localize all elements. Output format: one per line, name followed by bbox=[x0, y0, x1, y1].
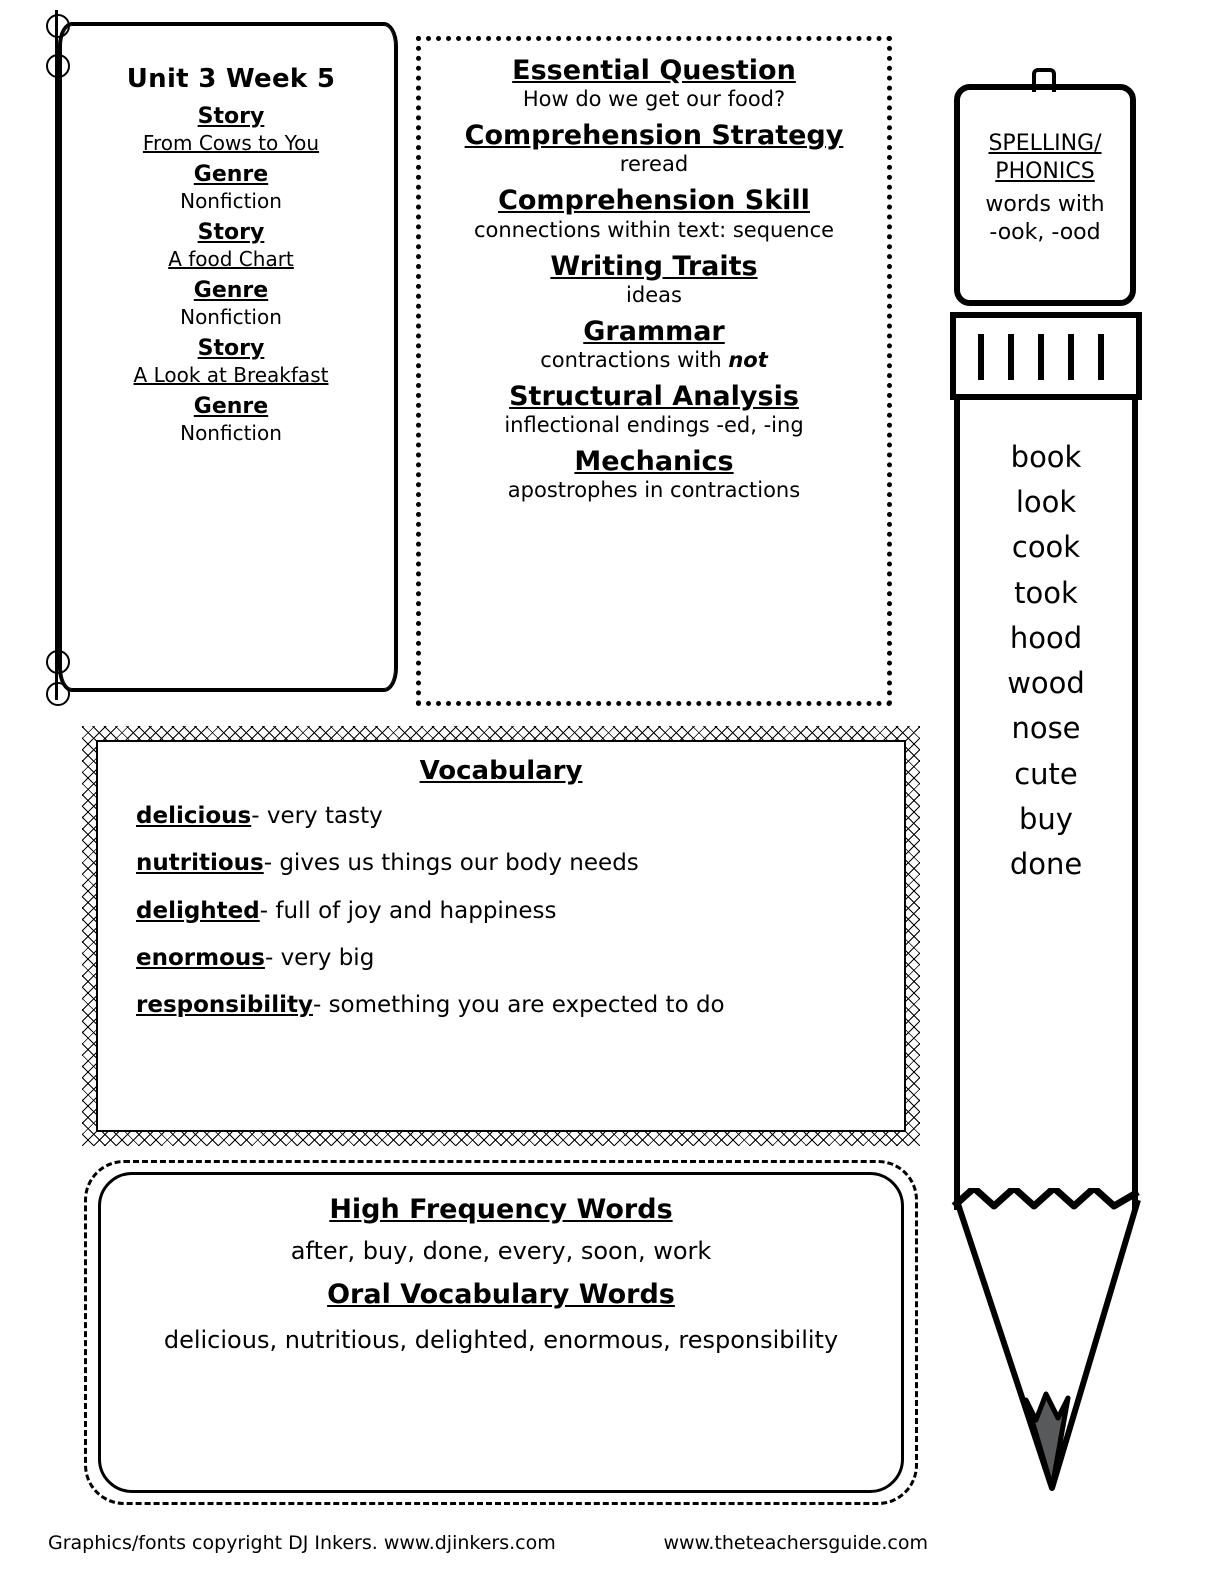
genre-label-2: Genre bbox=[193, 278, 269, 303]
mechanics-heading: Mechanics bbox=[574, 446, 734, 478]
comprehension-skill-text: connections within text: sequence bbox=[473, 217, 835, 242]
spelling-sub-1: words with bbox=[985, 192, 1105, 217]
spelling-line-2: PHONICS bbox=[995, 158, 1095, 184]
footer-credit: Graphics/fonts copyright DJ Inkers. www.djinkers.com bbox=[48, 1532, 556, 1554]
writing-traits-heading: Writing Traits bbox=[550, 250, 758, 282]
ferrule-band bbox=[1038, 334, 1044, 380]
spelling-word: cook bbox=[1011, 530, 1081, 565]
oral-vocabulary-title: Oral Vocabulary Words bbox=[327, 1279, 675, 1310]
spelling-phonics-heading bbox=[962, 130, 1128, 246]
vocabulary-term: enormous bbox=[136, 944, 265, 971]
spiral-ring bbox=[46, 650, 70, 674]
story-panel bbox=[58, 22, 398, 692]
writing-traits-text: ideas bbox=[626, 282, 682, 307]
unit-title: Unit 3 Week 5 bbox=[126, 64, 336, 94]
comprehension-strategy-heading: Comprehension Strategy bbox=[464, 120, 844, 152]
ferrule-band bbox=[1068, 334, 1074, 380]
skills-panel bbox=[416, 36, 892, 706]
vocabulary-item bbox=[136, 851, 882, 876]
grammar-heading: Grammar bbox=[583, 315, 725, 347]
spelling-word: look bbox=[1015, 485, 1077, 520]
oral-vocabulary-list: delicious, nutritious, delighted, enormous, responsibility bbox=[163, 1326, 839, 1354]
comprehension-strategy-text: reread bbox=[619, 152, 689, 177]
vocabulary-term: delighted bbox=[136, 897, 260, 924]
high-frequency-words-title: High Frequency Words bbox=[329, 1194, 673, 1225]
vocabulary-item bbox=[136, 993, 882, 1018]
spelling-word: hood bbox=[1009, 620, 1083, 655]
comprehension-skill-heading: Comprehension Skill bbox=[498, 185, 810, 217]
spelling-word: book bbox=[1010, 440, 1082, 474]
story-panel-content bbox=[82, 64, 380, 445]
high-frequency-content bbox=[114, 1194, 888, 1373]
story-label-3: Story bbox=[197, 336, 265, 361]
vocabulary-item bbox=[136, 899, 882, 924]
structural-analysis-heading: Structural Analysis bbox=[509, 381, 799, 413]
vocabulary-definition: - full of joy and happiness bbox=[259, 897, 557, 924]
footer-site: www.theteachersguide.com bbox=[663, 1532, 928, 1554]
story-label-1: Story bbox=[197, 104, 265, 129]
spiral-ring bbox=[46, 54, 70, 78]
vocabulary-inner-box bbox=[96, 740, 906, 1132]
spelling-sub-2: -ook, -ood bbox=[989, 219, 1101, 245]
spelling-word: cute bbox=[1014, 756, 1078, 791]
essential-question-heading: Essential Question bbox=[512, 55, 796, 86]
vocabulary-item bbox=[136, 804, 882, 829]
ferrule-band bbox=[1098, 334, 1104, 380]
pencil-ferrule bbox=[950, 312, 1142, 400]
ferrule-band bbox=[1008, 334, 1014, 380]
spiral-binding-icon bbox=[44, 10, 70, 700]
spelling-line-1: SPELLING/ bbox=[988, 131, 1102, 156]
vocabulary-item bbox=[136, 946, 882, 971]
vocabulary-term: delicious bbox=[136, 803, 252, 829]
spelling-word-list bbox=[964, 440, 1128, 892]
genre-label-3: Genre bbox=[193, 394, 269, 419]
vocabulary-term: nutritious bbox=[136, 850, 264, 877]
essential-question-text: How do we get our food? bbox=[522, 87, 786, 112]
genre-value-2: Nonfiction bbox=[180, 305, 282, 329]
spelling-word: took bbox=[1014, 575, 1078, 610]
grammar-text: contractions with not bbox=[540, 347, 768, 372]
footer bbox=[48, 1532, 928, 1554]
vocabulary-definition: - something you are expected to do bbox=[312, 992, 725, 1019]
spelling-word: buy bbox=[1019, 801, 1073, 836]
spelling-word: nose bbox=[1011, 711, 1081, 746]
story-value-1: From Cows to You bbox=[142, 131, 320, 155]
pencil-tip-icon bbox=[940, 1188, 1170, 1528]
pencil-eraser-nub-icon bbox=[1032, 68, 1056, 92]
mechanics-text: apostrophes in contractions bbox=[507, 478, 801, 503]
high-frequency-words-list: after, buy, done, every, soon, work bbox=[290, 1237, 712, 1265]
spiral-ring bbox=[46, 682, 70, 706]
spelling-word: done bbox=[1009, 846, 1083, 881]
genre-value-3: Nonfiction bbox=[180, 421, 282, 445]
vocabulary-definition: - very big bbox=[264, 944, 375, 971]
structural-analysis-text: inflectional endings -ed, -ing bbox=[504, 413, 804, 438]
spelling-word: wood bbox=[1007, 666, 1085, 701]
story-value-3: A Look at Breakfast bbox=[133, 363, 329, 387]
spiral-rod bbox=[55, 10, 58, 700]
story-value-2: A food Chart bbox=[168, 247, 294, 271]
vocabulary-definition: - gives us things our body needs bbox=[263, 850, 639, 877]
ferrule-band bbox=[978, 334, 984, 380]
genre-value-1: Nonfiction bbox=[180, 189, 282, 213]
high-frequency-words-panel bbox=[84, 1160, 918, 1505]
story-label-2: Story bbox=[197, 220, 265, 245]
vocabulary-panel bbox=[82, 726, 920, 1146]
genre-label-1: Genre bbox=[193, 162, 269, 187]
pencil-graphic bbox=[940, 60, 1170, 1520]
spiral-ring bbox=[46, 14, 70, 38]
vocabulary-term: responsibility bbox=[136, 992, 313, 1019]
vocabulary-definition: - very tasty bbox=[251, 803, 383, 829]
vocabulary-title: Vocabulary bbox=[419, 756, 583, 786]
